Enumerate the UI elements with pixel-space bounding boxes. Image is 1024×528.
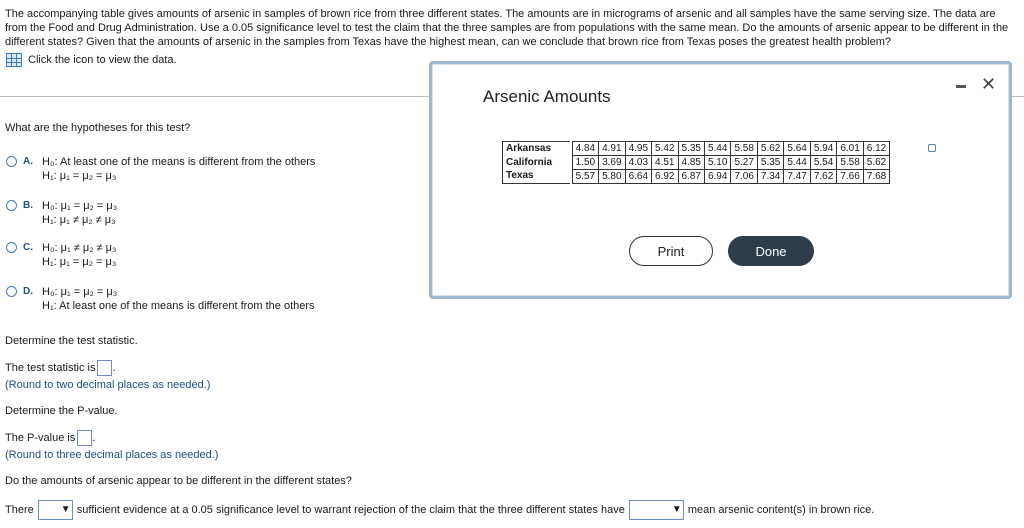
option-letter: D. <box>23 286 33 297</box>
test-stat-row: The test statistic is . <box>5 360 116 376</box>
table-row <box>503 142 890 156</box>
table-cell: 5.62 <box>757 142 783 156</box>
conclusion-row <box>5 500 874 520</box>
dropdown-arrow-icon: ▼ <box>60 504 71 515</box>
table-cell: 4.95 <box>625 142 651 156</box>
table-cell: 6.87 <box>678 170 704 184</box>
arsenic-dialog <box>429 61 1012 299</box>
table-cell: 4.84 <box>572 142 598 156</box>
same-different-select[interactable] <box>629 500 684 520</box>
print-button[interactable]: Print <box>629 236 713 266</box>
table-cell: 5.62 <box>863 156 889 170</box>
table-row <box>503 170 890 184</box>
conclusion-mid: sufficient evidence at a 0.05 significance level to warrant rejection of the claim that the three different states have <box>76 504 625 516</box>
test-stat-input[interactable] <box>97 360 112 376</box>
table-cell: 5.80 <box>599 170 625 184</box>
option-h0: H₀: μ₁ = μ₂ = μ₃ <box>42 200 118 212</box>
table-cell: 5.58 <box>731 142 757 156</box>
option-h1: H₁: At least one of the means is different from the others <box>42 300 315 312</box>
p-value-row: The P-value is . <box>5 430 95 446</box>
table-cell: 4.51 <box>652 156 678 170</box>
option-letter: B. <box>23 200 33 211</box>
option-h1: H₁: μ₁ = μ₂ = μ₃ <box>42 170 117 182</box>
there-label: There <box>5 504 34 516</box>
copy-icon[interactable] <box>928 144 936 152</box>
table-cell: 5.44 <box>704 142 730 156</box>
problem-intro: The accompanying table gives amounts of arsenic in samples of brown rice from three different states. The amounts are in micrograms of arsenic and all samples have the same serving size. The data are from the Food and Drug Administration. Use a 0.05 significance level to test the claim that the three samples are from populations with the same mean. Do the amounts of arsenic appear to be different in the different states? Given that the amounts of arsenic in the samples from Texas have the highest mean, can we conclude that brown rice from Texas poses the greatest health problem? <box>5 8 1009 48</box>
test-stat-hint: (Round to two decimal places as needed.) <box>5 379 211 391</box>
conclusion-end: mean arsenic content(s) in brown rice. <box>687 504 875 516</box>
table-cell: 4.85 <box>678 156 704 170</box>
option-h0: H₀: μ₁ ≠ μ₂ ≠ μ₃ <box>42 242 117 254</box>
done-button[interactable]: Done <box>728 236 814 266</box>
table-cell: 7.34 <box>757 170 783 184</box>
option-h1: H₁: μ₁ = μ₂ = μ₃ <box>42 256 117 268</box>
table-cell: 5.58 <box>837 156 863 170</box>
hypotheses-question: What are the hypotheses for this test? <box>5 122 191 134</box>
table-cell: 7.06 <box>731 170 757 184</box>
table-cell: 7.66 <box>837 170 863 184</box>
table-cell: 5.57 <box>572 170 598 184</box>
p-value-question: Determine the P-value. <box>5 405 118 417</box>
arsenic-table <box>502 141 890 184</box>
is-isnot-select[interactable] <box>38 500 73 520</box>
difference-question: Do the amounts of arsenic appear to be different in the different states? <box>5 475 352 487</box>
test-stat-question: Determine the test statistic. <box>5 335 138 347</box>
test-stat-label: The test statistic is <box>5 361 96 374</box>
close-icon[interactable]: ✕ <box>981 74 997 94</box>
table-cell: 6.94 <box>704 170 730 184</box>
option-h0: H₀: At least one of the means is different from the others <box>42 156 316 168</box>
p-value-hint: (Round to three decimal places as needed.) <box>5 449 219 461</box>
minimize-icon[interactable] <box>956 85 966 88</box>
dialog-title: Arsenic Amounts <box>483 87 611 106</box>
option-letter: C. <box>23 242 33 253</box>
table-cell: 5.64 <box>784 142 810 156</box>
table-cell: 5.10 <box>704 156 730 170</box>
p-value-input[interactable] <box>77 430 92 446</box>
table-cell: 3.69 <box>599 156 625 170</box>
table-cell: 5.44 <box>784 156 810 170</box>
table-cell: 7.68 <box>863 170 889 184</box>
view-data-label: Click the icon to view the data. <box>28 54 177 66</box>
radio-a[interactable] <box>6 156 17 167</box>
table-cell: 6.01 <box>837 142 863 156</box>
p-value-label: The P-value is <box>5 431 76 444</box>
dropdown-arrow-icon: ▼ <box>671 504 682 515</box>
table-cell: 1.50 <box>572 156 598 170</box>
radio-d[interactable] <box>6 286 17 297</box>
table-cell: 5.35 <box>678 142 704 156</box>
option-h1: H₁: μ₁ ≠ μ₂ ≠ μ₃ <box>42 214 116 226</box>
table-cell: 4.91 <box>599 142 625 156</box>
row-state-label: Texas <box>503 170 571 184</box>
radio-b[interactable] <box>6 200 17 211</box>
table-cell: 5.94 <box>810 142 836 156</box>
radio-c[interactable] <box>6 242 17 253</box>
table-cell: 5.35 <box>757 156 783 170</box>
table-cell: 7.62 <box>810 170 836 184</box>
table-cell: 5.42 <box>652 142 678 156</box>
table-grid-icon[interactable] <box>6 53 22 67</box>
table-cell: 6.12 <box>863 142 889 156</box>
table-cell: 6.92 <box>652 170 678 184</box>
table-cell: 7.47 <box>784 170 810 184</box>
option-h0: H₀: μ₁ = μ₂ = μ₃ <box>42 286 118 298</box>
row-state-label: California <box>503 156 571 170</box>
table-cell: 4.03 <box>625 156 651 170</box>
table-cell: 5.27 <box>731 156 757 170</box>
table-cell: 5.54 <box>810 156 836 170</box>
row-state-label: Arkansas <box>503 142 571 156</box>
table-row <box>503 156 890 170</box>
option-letter: A. <box>23 156 33 167</box>
view-data-row <box>6 53 177 67</box>
table-cell: 6.64 <box>625 170 651 184</box>
